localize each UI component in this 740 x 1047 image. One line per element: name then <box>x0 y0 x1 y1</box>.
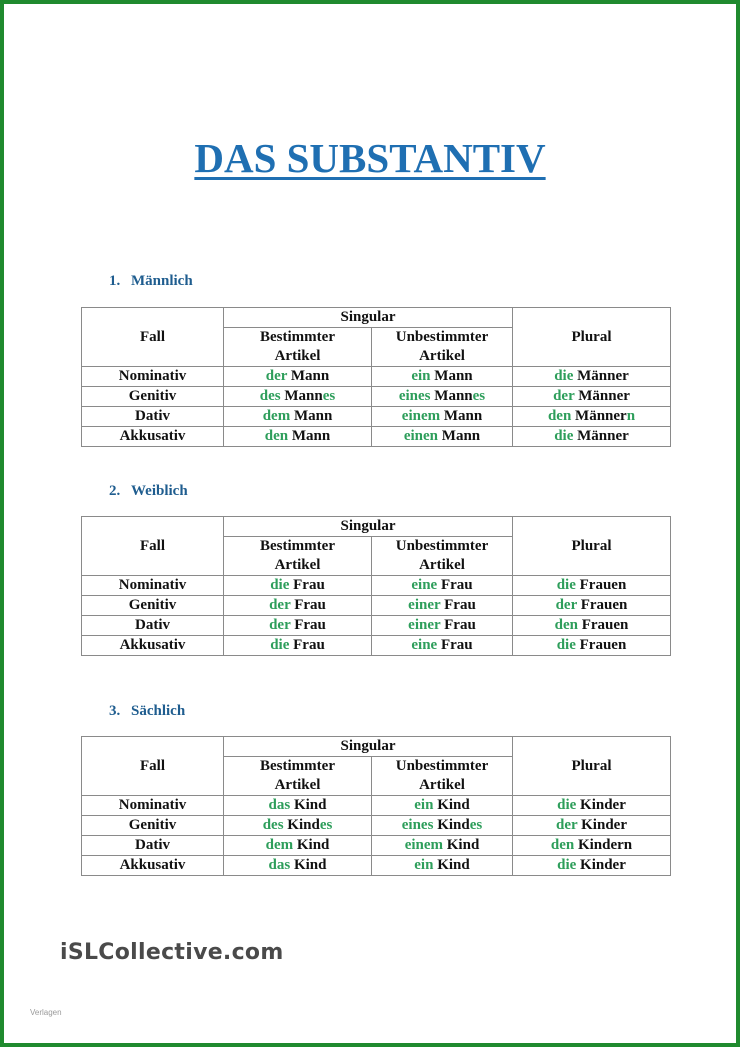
article: die <box>270 577 290 593</box>
table-row <box>82 636 671 656</box>
article: den <box>550 837 575 853</box>
def-cell <box>224 596 372 616</box>
plural-cell <box>513 576 671 596</box>
noun-stem: Frau <box>289 637 325 653</box>
footnote: Verlagen <box>30 1008 62 1017</box>
noun-stem: Kind <box>293 837 330 853</box>
def-cell <box>224 856 372 876</box>
article: die <box>270 637 290 653</box>
noun-ending: n <box>626 408 636 424</box>
indef-cell <box>372 636 513 656</box>
noun-stem: Mann <box>288 428 331 444</box>
plural-cell <box>513 796 671 816</box>
noun-ending: es <box>469 817 483 833</box>
case-cell: Akkusativ <box>82 636 224 656</box>
noun-stem: Frau <box>290 617 326 633</box>
article: dem <box>262 408 291 424</box>
def-cell <box>224 816 372 836</box>
indef-cell <box>372 596 513 616</box>
plural-cell <box>513 636 671 656</box>
header-plural: Plural <box>513 517 671 576</box>
noun-stem: Kindern <box>574 837 633 853</box>
article: den <box>547 408 572 424</box>
noun-stem: Kind <box>290 857 327 873</box>
plural-cell <box>513 816 671 836</box>
noun-stem: Kind <box>433 817 470 833</box>
table-row <box>82 367 671 387</box>
article: der <box>269 597 291 613</box>
noun-stem: Mann <box>287 368 330 384</box>
plural-cell <box>513 407 671 427</box>
indef-cell <box>372 816 513 836</box>
case-cell: Genitiv <box>82 596 224 616</box>
indef-cell <box>372 367 513 387</box>
section-title: Weiblich <box>131 483 188 499</box>
article: ein <box>411 368 431 384</box>
indef-cell <box>372 856 513 876</box>
indef-cell <box>372 796 513 816</box>
header-fall: Fall <box>82 737 224 796</box>
article: eines <box>398 388 431 404</box>
case-cell: Genitiv <box>82 816 224 836</box>
article: das <box>268 797 291 813</box>
section-title: Männlich <box>131 273 193 289</box>
article: die <box>557 857 577 873</box>
indef-cell <box>372 427 513 447</box>
def-cell <box>224 616 372 636</box>
noun-stem: Frauen <box>576 597 628 613</box>
article: des <box>262 817 284 833</box>
header-fall: Fall <box>82 517 224 576</box>
table-row <box>82 796 671 816</box>
plural-cell <box>513 836 671 856</box>
article: eine <box>411 637 438 653</box>
plural-cell <box>513 856 671 876</box>
indef-cell <box>372 387 513 407</box>
header-singular: Singular <box>224 308 513 328</box>
noun-stem: Mann <box>430 388 473 404</box>
noun-stem: Mann <box>438 428 481 444</box>
section-title: Sächlich <box>131 703 186 719</box>
noun-stem: Kind <box>283 817 320 833</box>
declension-table-maennlich <box>81 307 671 447</box>
article: die <box>556 637 576 653</box>
indef-cell <box>372 576 513 596</box>
header-fall: Fall <box>82 308 224 367</box>
def-cell <box>224 836 372 856</box>
section-heading-maennlich <box>109 273 193 290</box>
noun-stem: Mann <box>440 408 483 424</box>
table-row <box>82 596 671 616</box>
header-unbestimmter-artikel: Unbestimmter Artikel <box>372 757 513 796</box>
noun-stem: Kinder <box>577 817 627 833</box>
noun-stem: Frau <box>290 597 326 613</box>
noun-stem: Frau <box>289 577 325 593</box>
table-row <box>82 616 671 636</box>
table-row <box>82 407 671 427</box>
noun-stem: Kind <box>433 857 470 873</box>
header-singular: Singular <box>224 517 513 537</box>
table-row <box>82 836 671 856</box>
article: der <box>555 597 577 613</box>
article: der <box>265 368 288 384</box>
section-number: 1. <box>109 273 121 289</box>
noun-stem: Kind <box>290 797 327 813</box>
article: einen <box>403 428 439 444</box>
noun-stem: Männer <box>571 408 627 424</box>
article: eine <box>411 577 438 593</box>
def-cell <box>224 367 372 387</box>
noun-stem: Kinder <box>576 857 626 873</box>
article: einer <box>408 617 441 633</box>
declension-table-saechlich <box>81 736 671 876</box>
noun-stem: Frau <box>440 617 476 633</box>
article: einer <box>408 597 441 613</box>
article: die <box>557 797 577 813</box>
table-row <box>82 576 671 596</box>
header-unbestimmter-artikel: Unbestimmter Artikel <box>372 537 513 576</box>
def-cell <box>224 636 372 656</box>
plural-cell <box>513 387 671 407</box>
table-row <box>82 427 671 447</box>
def-cell <box>224 796 372 816</box>
plural-cell <box>513 616 671 636</box>
article: den <box>554 617 578 633</box>
noun-ending: es <box>472 388 486 404</box>
section-number: 2. <box>109 483 121 499</box>
noun-stem: Männer <box>574 388 630 404</box>
article: das <box>268 857 291 873</box>
article: einem <box>404 837 444 853</box>
plural-cell <box>513 596 671 616</box>
noun-stem: Männer <box>573 368 629 384</box>
article: der <box>553 388 575 404</box>
case-cell: Dativ <box>82 407 224 427</box>
header-plural: Plural <box>513 737 671 796</box>
noun-stem: Frauen <box>575 577 627 593</box>
def-cell <box>224 387 372 407</box>
case-cell: Nominativ <box>82 576 224 596</box>
case-cell: Nominativ <box>82 367 224 387</box>
def-cell <box>224 427 372 447</box>
page-title: DAS SUBSTANTIV <box>194 135 546 181</box>
header-bestimmter-artikel: Bestimmter Artikel <box>224 537 372 576</box>
noun-stem: Frau <box>437 577 473 593</box>
noun-ending: es <box>319 817 333 833</box>
article: der <box>269 617 291 633</box>
header-bestimmter-artikel: Bestimmter Artikel <box>224 328 372 367</box>
section-number: 3. <box>109 703 121 719</box>
article: ein <box>414 857 434 873</box>
noun-stem: Frau <box>440 597 476 613</box>
case-cell: Dativ <box>82 616 224 636</box>
article: ein <box>414 797 434 813</box>
def-cell <box>224 576 372 596</box>
case-cell: Akkusativ <box>82 427 224 447</box>
noun-stem: Kind <box>433 797 470 813</box>
noun-stem: Frauen <box>575 637 627 653</box>
case-cell: Nominativ <box>82 796 224 816</box>
declension-table-weiblich <box>81 516 671 656</box>
article: einem <box>401 408 441 424</box>
case-cell: Akkusativ <box>82 856 224 876</box>
article: dem <box>265 837 294 853</box>
noun-stem: Männer <box>573 428 629 444</box>
noun-stem: Frauen <box>577 617 629 633</box>
watermark: iSLCollective.com <box>60 940 284 965</box>
header-plural: Plural <box>513 308 671 367</box>
noun-stem: Mann <box>280 388 323 404</box>
indef-cell <box>372 616 513 636</box>
article: die <box>554 368 574 384</box>
article: der <box>556 817 578 833</box>
noun-stem: Frau <box>437 637 473 653</box>
case-cell: Genitiv <box>82 387 224 407</box>
def-cell <box>224 407 372 427</box>
header-unbestimmter-artikel: Unbestimmter Artikel <box>372 328 513 367</box>
noun-stem: Kind <box>443 837 480 853</box>
noun-stem: Mann <box>290 408 333 424</box>
noun-stem: Kinder <box>576 797 626 813</box>
header-bestimmter-artikel: Bestimmter Artikel <box>224 757 372 796</box>
indef-cell <box>372 407 513 427</box>
article: des <box>259 388 281 404</box>
indef-cell <box>372 836 513 856</box>
header-singular: Singular <box>224 737 513 757</box>
section-heading-saechlich <box>109 703 185 720</box>
noun-ending: es <box>322 388 336 404</box>
case-cell: Dativ <box>82 836 224 856</box>
table-row <box>82 816 671 836</box>
article: den <box>264 428 289 444</box>
table-row <box>82 387 671 407</box>
article: die <box>556 577 576 593</box>
table-row <box>82 856 671 876</box>
article: die <box>554 428 574 444</box>
plural-cell <box>513 367 671 387</box>
article: eines <box>401 817 434 833</box>
plural-cell <box>513 427 671 447</box>
section-heading-weiblich <box>109 483 188 500</box>
noun-stem: Mann <box>430 368 473 384</box>
